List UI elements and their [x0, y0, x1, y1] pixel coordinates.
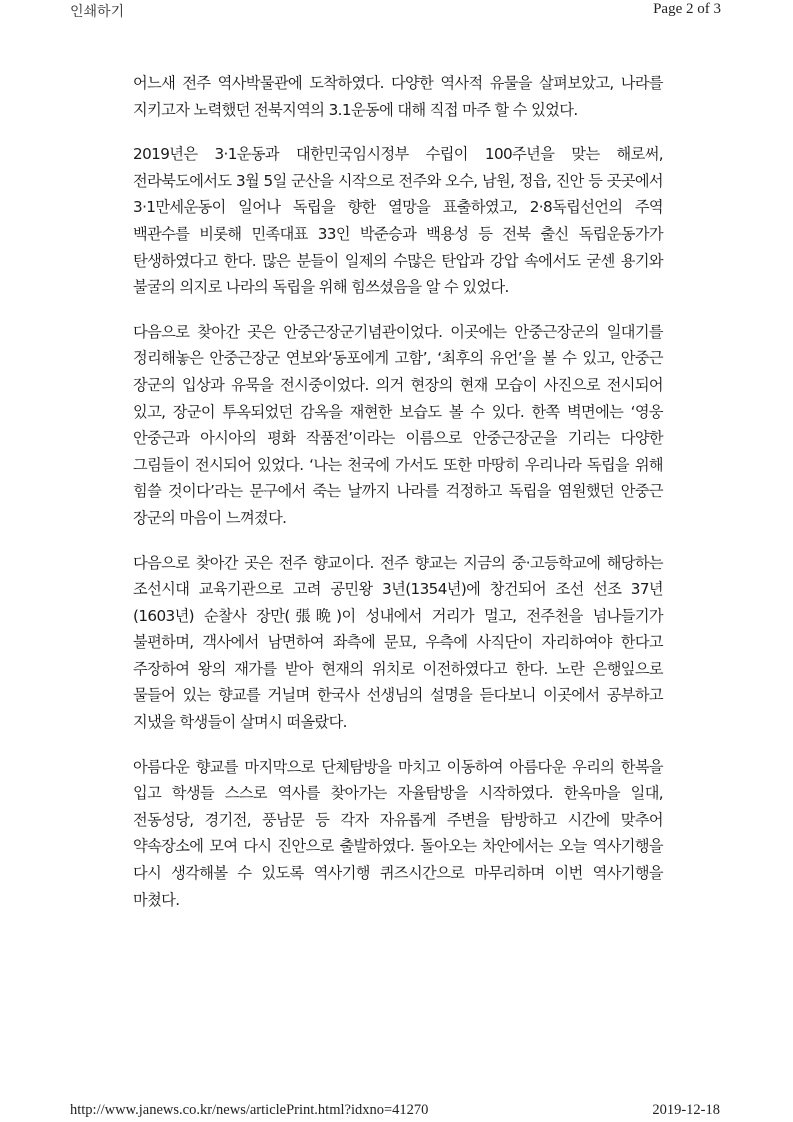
footer-url: http://www.janews.co.kr/news/articlePrint.html?idxno=41270 — [70, 1102, 429, 1118]
article-body — [133, 70, 663, 931]
article-paragraph: 다음으로 찾아간 곳은 안중근장군기념관이었다. 이곳에는 안중근장군의 일대기를 정리해놓은 안중근장군 연보와‘동포에게 고함’, ‘최후의 유언’을 볼 수 있고, 안중근 장군의 입상과 유묵을 전시중이었다. 의거 현장의 현재 모습이 사진으로 전시되어 있고, 장군이 투옥되었던 감옥을 재현한 보습도 볼 수 있다. 한쪽 벽면에는 ‘영웅 안중근과 아시아의 평화 작품전’이라는 이름으로 안중근장군을 기리는 다양한 그림들이 전시되어 있었다. ‘나는 천국에 가서도 또한 마땅히 우리나라 독립을 위해 힘쓸 것이다’라는 문구에서 죽는 날까지 나라를 걱정하고 독립을 염원했던 안중근 장군의 마음이 느껴졌다. — [133, 322, 663, 527]
article-paragraph: 아름다운 향교를 마지막으로 단체탐방을 마치고 이동하여 아름다운 우리의 한복을 입고 학생들 스스로 역사를 찾아가는 자율탐방을 시작하였다. 한옥마을 일대, 전동성당, 경기전, 풍남문 등 각자 자유롭게 주변을 탐방하고 시간에 맞추어 약속장소에 모여 다시 진안으로 출발하였다. 돌아오는 차안에서는 오늘 역사기행을 다시 생각해볼 수 있도록 역사기행 퀴즈시간으로 마무리하며 이번 역사기행을 마쳤다. — [133, 757, 663, 909]
article-paragraph: 다음으로 찾아간 곳은 전주 향교이다. 전주 향교는 지금의 중·고등학교에 해당하는 조선시대 교육기관으로 고려 공민왕 3년(1354년)에 창건되어 조선 선조 37년(1603년) 순찰사 장만(張晩)이 성내에서 거리가 멀고, 전주천을 넘나들기가 불편하며, 객사에서 남면하여 좌측에 문묘, 우측에 사직단이 자리하여야 한다고 주장하여 왕의 재가를 받아 현재의 위치로 이전하였다고 한다. 노란 은행잎으로 물들어 있는 향교를 거닐며 한국사 선생님의 설명을 듣다보니 이곳에서 공부하고 지냈을 학생들이 살며시 떠올랐다. — [133, 553, 663, 732]
article-paragraph: 어느새 전주 역사박물관에 도착하였다. 다양한 역사적 유물을 살펴보았고, 나라를 지키고자 노력했던 전북지역의 3.1운동에 대해 직접 마주 할 수 있었다. — [133, 74, 663, 119]
page-indicator: Page 2 of 3 — [653, 1, 721, 17]
article-paragraph: 2019년은 3·1운동과 대한민국임시정부 수립이 100주년을 맞는 해로써, 전라북도에서도 3월 5일 군산을 시작으로 전주와 오수, 남원, 정읍, 진안 등 곳곳에서 3·1만세운동이 일어나 독립을 향한 열망을 표출하였고, 2·8독립선언의 주역 백관수를 비롯해 민족대표 33인 박준승과 백용성 등 전북 출신 독립운동가가 탄생하였다고 한다. 많은 분들이 일제의 수많은 탄압과 강압 속에서도 굳센 용기와 불굴의 의지로 나라의 독립을 위해 힘쓰셨음을 알 수 있었다. — [133, 145, 663, 297]
print-title: 인쇄하기 — [70, 4, 125, 20]
footer-date: 2019-12-18 — [652, 1102, 720, 1118]
